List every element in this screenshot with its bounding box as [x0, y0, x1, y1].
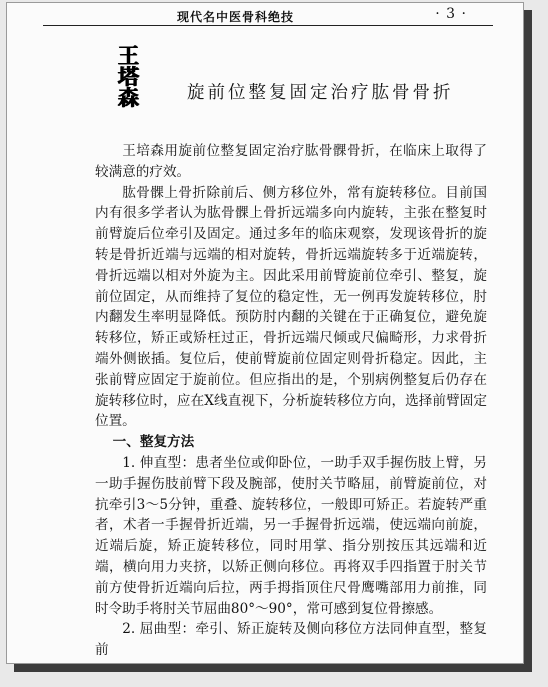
- book-page: [6, 2, 524, 664]
- author-seal: [107, 45, 149, 108]
- paragraph: 1. 伸直型：患者坐位或仰卧位，一助手双手握伤肢上臂，另一助手握伤肢前臂下段及腕部，使肘关节略屈，前臂旋前位，对抗牵引3～5分钟，重叠、旋转移位，一般即可矫正。若旋转严重者，术者一手握骨折近端，另一手握骨折远端，使远端向前旋，近端后旋，矫正旋转移位，同时用掌、指分别按压其远端和近端，横向用力夹挤，以矫正侧向移位。再将双手四指置于肘关节前方使骨折近端向后拉，两手拇指顶住尺骨鹰嘴部用力前推，同时令助手将肘关节屈曲80°～90°，常可感到复位骨擦感。: [95, 454, 487, 617]
- article-body: [95, 141, 487, 661]
- header-rule: [43, 25, 493, 26]
- page-header: [7, 3, 523, 27]
- running-title: 现代名中医骨科绝技: [177, 10, 295, 24]
- paragraph: 2. 屈曲型：牵引、矫正旋转及侧向移位方法同伸直型，整复前: [95, 621, 487, 659]
- page-number: · 3 ·: [435, 6, 467, 22]
- paragraph: 王培森用旋前位整复固定治疗肱骨髁骨折，在临床上取得了较满意的疗效。: [95, 143, 487, 180]
- paragraph: 肱骨髁上骨折除前后、侧方移位外，常有旋转移位。目前国内有很多学者认为肱骨髁上骨折远端多向内旋转，主张在整复时前臂旋后位牵引及固定。通过多年的临床观察，发现该骨折的旋转是骨折近端与远端的相对旋转，骨折远端旋转多于近端旋转，骨折远端以相对外旋为主。因此采用前臂旋前位牵引、整复，旋前位固定，从而维持了复位的稳定性，无一例再发旋转移位，肘内翻发生率明显降低。预防肘内翻的关键在于正确复位，避免旋转移位，矫正或矫枉过正，骨折远端尺倾或尺偏畸形，力求骨折端外侧嵌插。复位后，使前臂旋前位固定则骨折稳定。因此，主张前臂应固定于旋前位。但应指出的是，个别病例整复后仍存在旋转移位时，应在X线直视下，分析旋转移位方向，选择前臂固定位置。: [95, 184, 487, 430]
- article-title: 旋前位整复固定治疗肱骨骨折: [187, 83, 454, 103]
- seal-char: 王: [118, 43, 138, 68]
- seal-char: 塔: [118, 64, 138, 89]
- section-heading: 一、整复方法: [112, 434, 195, 451]
- seal-char: 森: [118, 85, 138, 110]
